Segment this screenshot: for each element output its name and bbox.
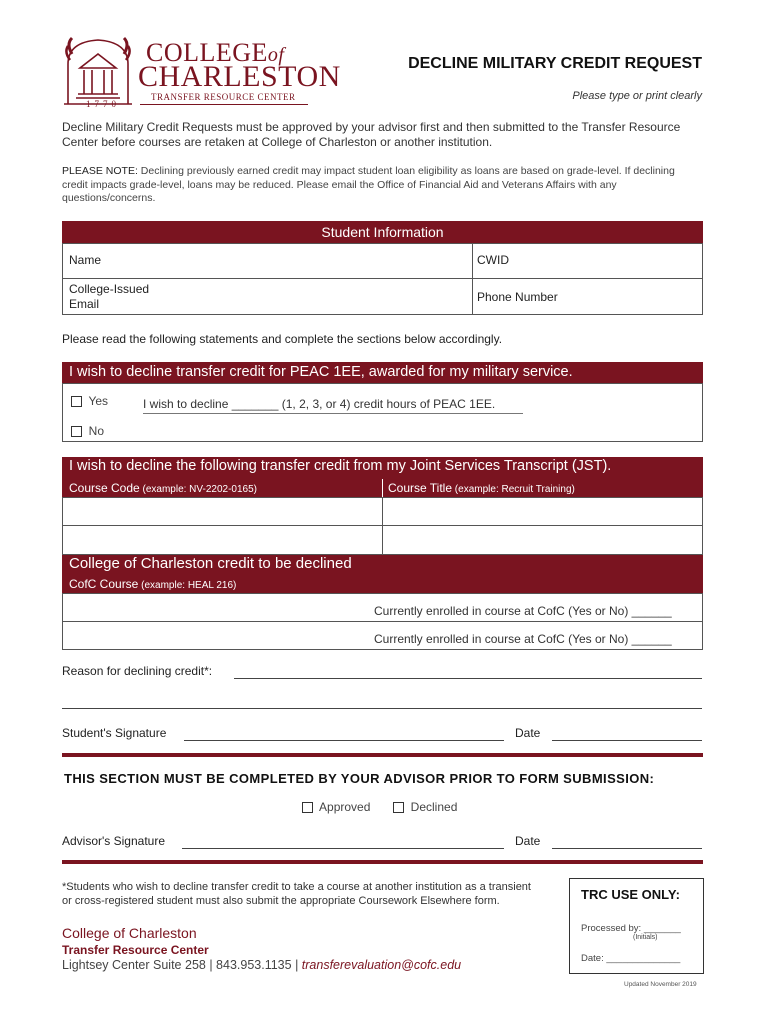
cwid-field[interactable]: CWID <box>477 253 509 267</box>
student-info-vdivider <box>472 243 473 315</box>
trc-processed-by[interactable]: Processed by: _______ <box>581 923 681 934</box>
cofc-row-divider <box>62 621 703 622</box>
declined-option[interactable]: Declined <box>393 800 457 814</box>
jst-header-divider <box>382 479 383 497</box>
logo-center-text: TRANSFER RESOURCE CENTER <box>151 92 296 102</box>
contact-details: Lightsey Center Suite 258 | 843.953.1135 | transferevaluation@cofc.edu <box>62 958 462 972</box>
no-checkbox[interactable] <box>71 426 82 437</box>
reason-line-1[interactable] <box>234 678 702 679</box>
logo-year: 1770 <box>86 99 120 109</box>
name-field[interactable]: Name <box>69 253 102 267</box>
updated-date: Updated November 2019 <box>624 981 697 988</box>
declined-checkbox[interactable] <box>393 802 404 813</box>
note-body: Declining previously earned credit may impact student loan eligibility as loans are based on grade-level. If declining credit impacts grade-level, loans may be reduced. Please email the Office of Financial Aid and Veterans Affairs with any questions/concerns. <box>62 165 675 204</box>
peac-header: I wish to decline transfer credit for PEAC 1EE, awarded for my military service. <box>62 362 703 383</box>
advisor-date-label: Date <box>515 834 541 848</box>
jst-col-course-code: Course Code (example: NV-2202-0165) <box>69 481 258 495</box>
cofc-enrolled-1[interactable]: Currently enrolled in course at CofC (Yes or No) ______ <box>374 604 672 618</box>
trc-use-only-box <box>569 878 704 974</box>
instructions-text: Please read the following statements and complete the sections below accordingly. <box>62 332 503 346</box>
advisor-signature-line[interactable] <box>182 848 504 849</box>
section-rule-top <box>62 753 703 757</box>
peac-no-option[interactable]: No <box>71 424 104 438</box>
trc-initials: (Initials) <box>633 934 658 941</box>
peac-statement: I wish to decline _______ (1, 2, 3, or 4) credit hours of PEAC 1EE. <box>143 397 496 411</box>
trc-heading: TRC USE ONLY: <box>581 887 680 902</box>
page-subtitle: Please type or print clearly <box>572 90 702 102</box>
intro-text: Decline Military Credit Requests must be approved by your advisor first and then submitted to the Transfer Resource Center before courses are retaken at College of Charleston or another institution. <box>62 120 681 149</box>
contact-phone: 843.953.1135 <box>216 958 292 972</box>
peac-underline <box>143 413 523 414</box>
jst-col-course-title: Course Title (example: Recruit Training) <box>388 481 575 495</box>
student-info-header: Student Information <box>62 221 703 243</box>
student-signature-line[interactable] <box>184 740 504 741</box>
advisor-section-heading: THIS SECTION MUST BE COMPLETED BY YOUR ADVISOR PRIOR TO FORM SUBMISSION: <box>64 771 655 786</box>
contact-address: Lightsey Center Suite 258 <box>62 958 206 972</box>
yes-checkbox[interactable] <box>71 396 82 407</box>
contact-college: College of Charleston <box>62 925 197 941</box>
footnote-text: *Students who wish to decline transfer credit to take a course at another institution as a transient or cross-registered student must also submit the appropriate Coursework Elsewhere form. <box>62 881 531 907</box>
logo-divider <box>140 104 308 105</box>
section-rule-bottom <box>62 860 703 864</box>
phone-field[interactable]: Phone Number <box>477 290 558 304</box>
peac-yes-option[interactable]: Yes <box>71 394 108 408</box>
page-title: DECLINE MILITARY CREDIT REQUEST <box>408 55 702 72</box>
cofc-enrolled-2[interactable]: Currently enrolled in course at CofC (Yes or No) ______ <box>374 632 672 646</box>
advisor-signature-label: Advisor's Signature <box>62 834 166 848</box>
note-text <box>62 165 702 206</box>
note-label: PLEASE NOTE: <box>62 165 138 177</box>
student-date-line[interactable] <box>552 740 702 741</box>
cofc-title: College of Charleston credit to be declined <box>69 555 352 572</box>
contact-center: Transfer Resource Center <box>62 943 209 957</box>
logo-college-text: COLLEGEof <box>146 38 285 67</box>
cofc-col-course: CofC Course (example: HEAL 216) <box>69 577 237 591</box>
email-field[interactable]: College-Issued Email <box>69 282 150 311</box>
jst-row-1[interactable] <box>62 497 703 525</box>
trc-date[interactable]: Date: ______________ <box>581 953 681 964</box>
student-info-table <box>62 243 703 315</box>
student-signature-label: Student's Signature <box>62 726 167 740</box>
contact-email-link[interactable]: transferevaluation@cofc.edu <box>301 958 462 972</box>
reason-line-2[interactable] <box>62 708 702 709</box>
student-date-label: Date <box>515 726 541 740</box>
approved-checkbox[interactable] <box>302 802 313 813</box>
jst-row-2[interactable] <box>62 526 703 555</box>
student-info-divider <box>62 278 703 279</box>
logo-charleston-text: CHARLESTON <box>138 60 341 93</box>
jst-title: I wish to decline the following transfer credit from my Joint Services Transcript (JST). <box>69 458 612 474</box>
cofc-header <box>62 555 703 593</box>
advisor-date-line[interactable] <box>552 848 702 849</box>
reason-label: Reason for declining credit*: <box>62 664 213 678</box>
approved-option[interactable]: Approved <box>302 800 370 814</box>
